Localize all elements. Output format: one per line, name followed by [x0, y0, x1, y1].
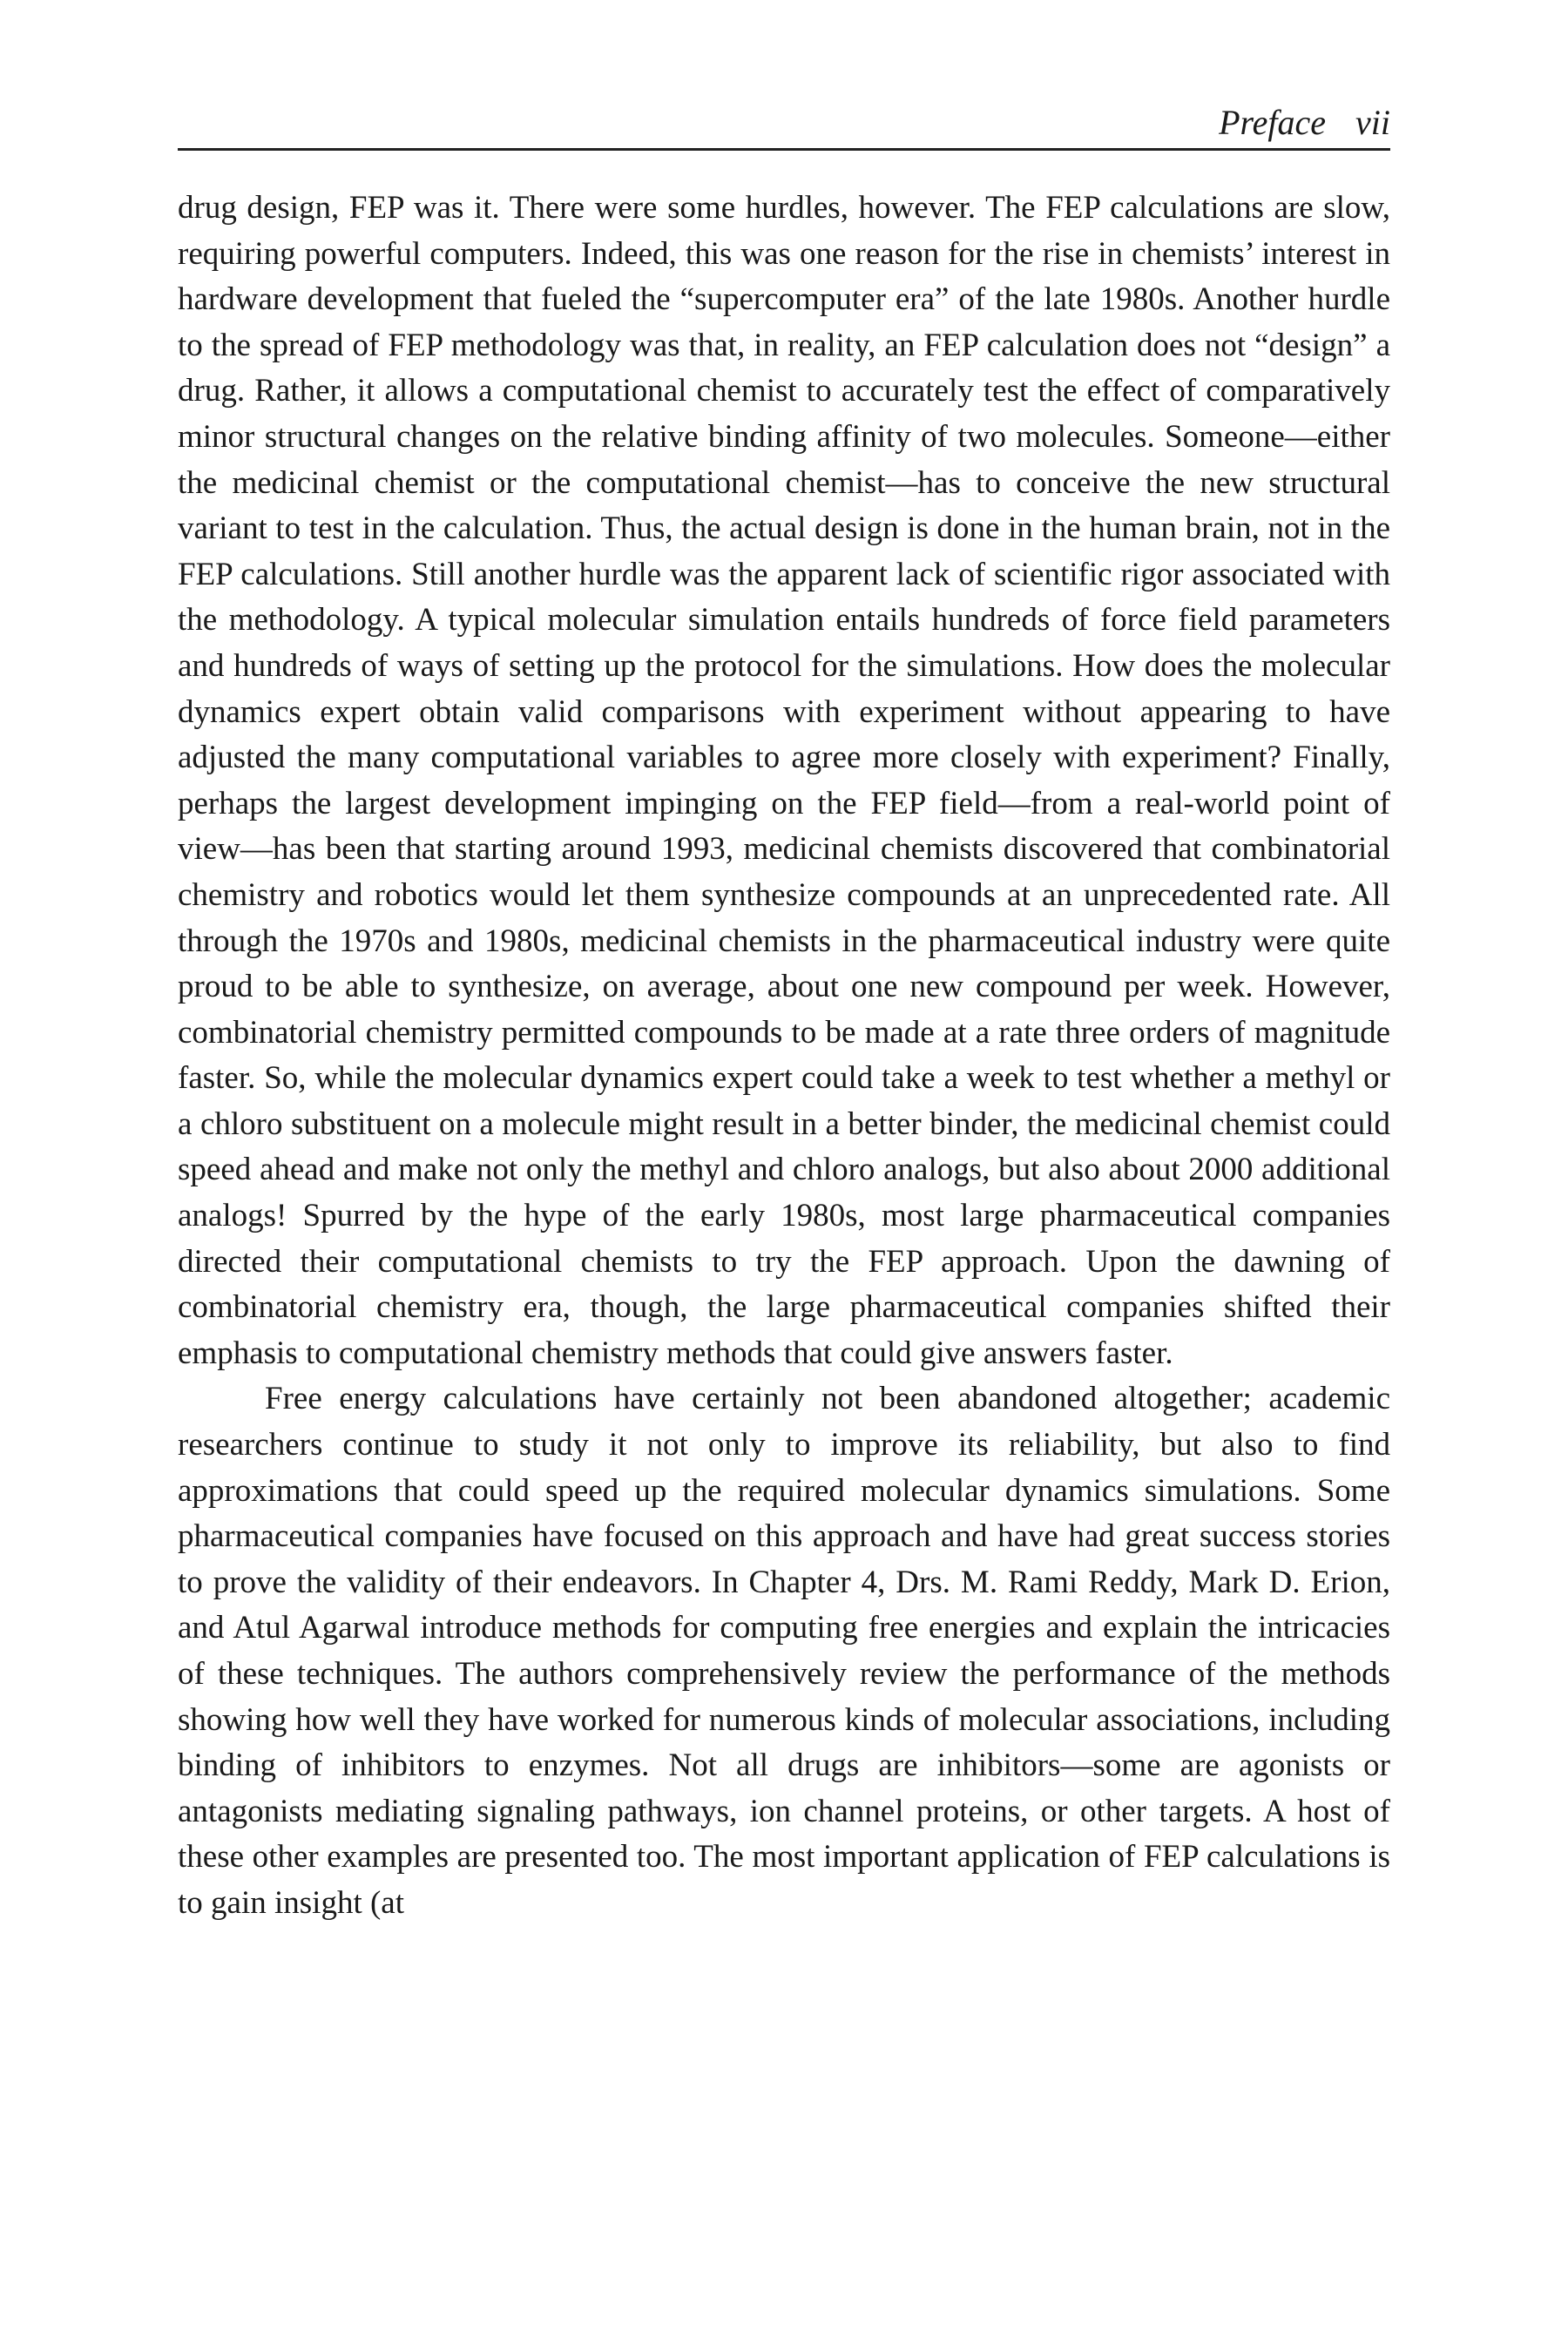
header-rule: [178, 148, 1390, 151]
page-number: vii: [1355, 103, 1390, 142]
running-head-title: Preface: [1219, 103, 1327, 142]
paragraph-2: Free energy calculations have certainly not been abandoned altogether; academic researchers continue to study it not only to improve its reliability, but also to find approximations that could speed up the required molecular dynamics simulations. Some pharmaceutical companies have focused on this approach and have had great success stories to prove the validity of their endeavors. In Chapter 4, Drs. M. Rami Reddy, Mark D. Erion, and Atul Agarwal introduce methods for computing free energies and explain the intricacies of these techniques. The authors comprehensively review the performance of the methods showing how well they have worked for numerous kinds of molecular associations, including binding of inhibitors to enzymes. Not all drugs are inhibitors—some are agonists or antagonists mediating signaling pathways, ion channel proteins, or other targets. A host of these other examples are presented too. The most important application of FEP calculations is to gain insight (at: [178, 1381, 1390, 1921]
running-head: [178, 103, 1390, 143]
paragraph-1: drug design, FEP was it. There were some hurdles, however. The FEP calculations are slow, requiring powerful computers. Indeed, this was one reason for the rise in chemists’ interest in hardware development that fueled the “supercomputer era” of the late 1980s. Another hurdle to the spread of FEP methodology was that, in reality, an FEP calculation does not “design” a drug. Rather, it allows a computational chemist to accurately test the effect of comparatively minor structural changes on the relative binding affinity of two molecules. Someone—either the medicinal chemist or the computational chemist—has to conceive the new structural variant to test in the calculation. Thus, the actual design is done in the human brain, not in the FEP calculations. Still another hurdle was the apparent lack of scientific rigor associated with the methodology. A typical molecular simulation entails hundreds of force field parameters and hundreds of ways of setting up the protocol for the simulations. How does the molecular dynamics expert obtain valid comparisons with experiment without appearing to have adjusted the many computational variables to agree more closely with experiment? Finally, perhaps the largest development impinging on the FEP field—from a real-world point of view—has been that starting around 1993, medicinal chemists discovered that combinatorial chemistry and robotics would let them synthesize compounds at an unprecedented rate. All through the 1970s and 1980s, medicinal chemists in the pharmaceutical industry were quite proud to be able to synthesize, on average, about one new compound per week. However, combinatorial chemistry permitted compounds to be made at a rate three orders of magnitude faster. So, while the molecular dynamics expert could take a week to test whether a methyl or a chloro substituent on a molecule might result in a better binder, the medicinal chemist could speed ahead and make not only the methyl and chloro analogs, but also about 2000 additional analogs! Spurred by the hype of the early 1980s, most large pharmaceutical companies directed their computational chemists to try the FEP approach. Upon the dawning of combinatorial chemistry era, though, the large pharmaceutical companies shifted their emphasis to computational chemistry methods that could give answers faster.: [178, 190, 1390, 1371]
body-text: [178, 186, 1390, 1927]
